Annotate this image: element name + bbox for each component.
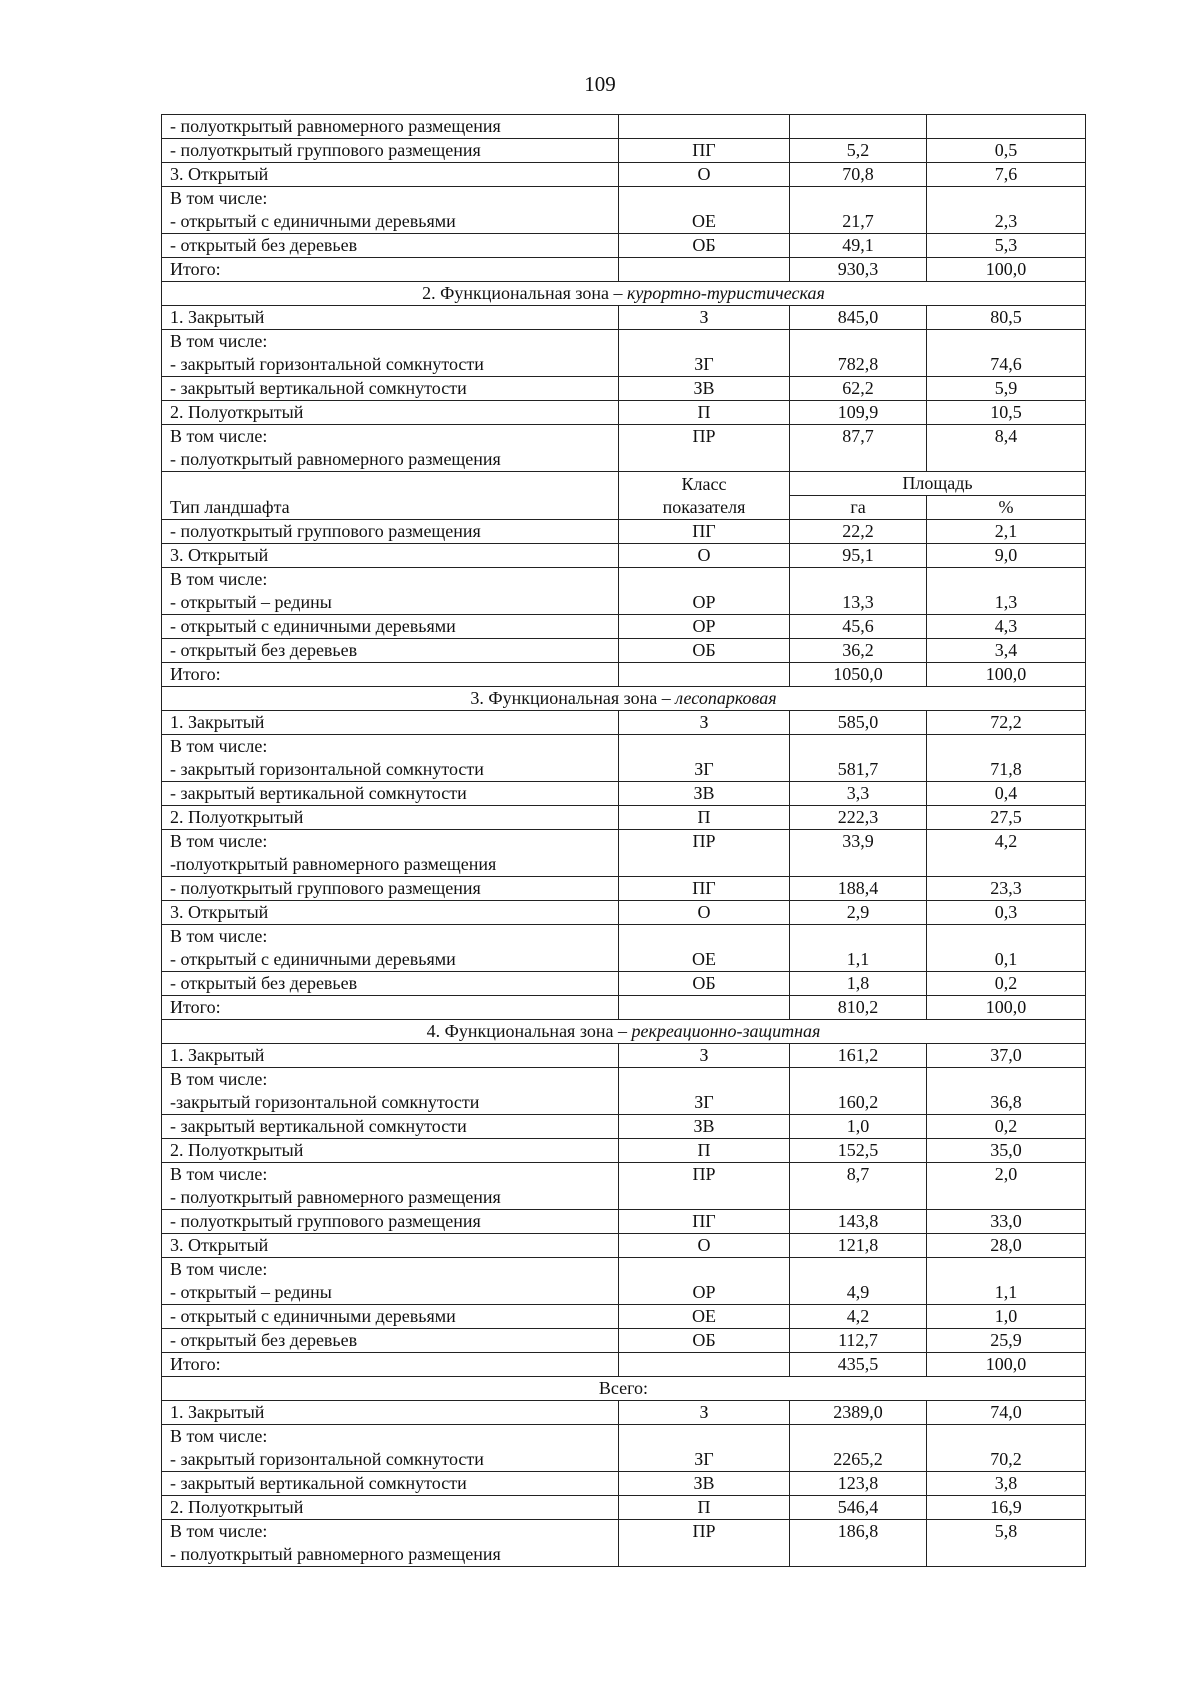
type-line1: В том числе: xyxy=(170,426,268,446)
class-cell: ОЕ xyxy=(619,1305,790,1329)
header-class-line1: Класс xyxy=(681,474,727,494)
area-ha-cell: 581,7 xyxy=(790,735,927,782)
type-line2: - закрытый горизонтальной сомкнутости xyxy=(170,1449,484,1469)
area-ha-cell xyxy=(790,115,927,139)
class-cell: ЗГ xyxy=(619,330,790,377)
area-pct-cell: 35,0 xyxy=(927,1139,1086,1163)
table-row xyxy=(162,877,1086,901)
area-pct-cell: 0,4 xyxy=(927,782,1086,806)
section-row xyxy=(162,282,1086,306)
area-ha-cell: 22,2 xyxy=(790,520,927,544)
area-pct-cell: 25,9 xyxy=(927,1329,1086,1353)
area-pct-cell: 33,0 xyxy=(927,1210,1086,1234)
area-pct-cell: 4,2 xyxy=(927,830,1086,877)
table-row xyxy=(162,1496,1086,1520)
area-pct-cell: 100,0 xyxy=(927,996,1086,1020)
area-ha-cell: 188,4 xyxy=(790,877,927,901)
table-row xyxy=(162,615,1086,639)
class-cell: ПР xyxy=(619,1520,790,1567)
area-pct-cell: 37,0 xyxy=(927,1044,1086,1068)
section-row xyxy=(162,1020,1086,1044)
class-cell: З xyxy=(619,1044,790,1068)
area-ha-cell: 782,8 xyxy=(790,330,927,377)
landscape-type-cell: - закрытый вертикальной сомкнутости xyxy=(162,1472,619,1496)
area-pct-cell: 1,3 xyxy=(927,568,1086,615)
table-row xyxy=(162,1472,1086,1496)
area-ha-cell: 186,8 xyxy=(790,1520,927,1567)
area-pct-cell: 8,4 xyxy=(927,425,1086,472)
area-pct-cell: 23,3 xyxy=(927,877,1086,901)
landscape-type-cell: 2. Полуоткрытый xyxy=(162,401,619,425)
class-cell: З xyxy=(619,306,790,330)
area-ha-cell: 143,8 xyxy=(790,1210,927,1234)
type-line1: В том числе: xyxy=(170,1164,268,1184)
type-line2: - закрытый горизонтальной сомкнутости xyxy=(170,354,484,374)
landscape-type-cell xyxy=(162,425,619,472)
type-line2: - закрытый горизонтальной сомкнутости xyxy=(170,759,484,779)
section-row xyxy=(162,687,1086,711)
class-cell: ОР xyxy=(619,1258,790,1305)
class-cell xyxy=(619,996,790,1020)
type-line1: В том числе: xyxy=(170,1426,268,1446)
area-pct-cell: 100,0 xyxy=(927,258,1086,282)
class-cell: П xyxy=(619,1496,790,1520)
class-cell: ПГ xyxy=(619,520,790,544)
area-pct-cell: 0,2 xyxy=(927,972,1086,996)
section-zone-name: курортно-туристическая xyxy=(627,283,825,303)
table-row xyxy=(162,1305,1086,1329)
area-ha-cell: 1050,0 xyxy=(790,663,927,687)
header-pct: % xyxy=(927,496,1086,520)
type-line1: В том числе: xyxy=(170,188,268,208)
class-cell: П xyxy=(619,806,790,830)
area-ha-cell: 45,6 xyxy=(790,615,927,639)
table-row xyxy=(162,568,1086,615)
section-title xyxy=(162,1377,1086,1401)
type-line2: -закрытый горизонтальной сомкнутости xyxy=(170,1092,480,1112)
class-cell: ЗВ xyxy=(619,782,790,806)
area-ha-cell: 13,3 xyxy=(790,568,927,615)
area-pct-cell: 72,2 xyxy=(927,711,1086,735)
area-ha-cell: 585,0 xyxy=(790,711,927,735)
landscape-type-cell xyxy=(162,1068,619,1115)
section-title xyxy=(162,1020,1086,1044)
area-ha-cell: 161,2 xyxy=(790,1044,927,1068)
table-row xyxy=(162,806,1086,830)
area-pct-cell: 0,2 xyxy=(927,1115,1086,1139)
class-cell: О xyxy=(619,544,790,568)
table-row xyxy=(162,925,1086,972)
area-pct-cell: 36,8 xyxy=(927,1068,1086,1115)
area-pct-cell xyxy=(927,115,1086,139)
landscape-type-cell: - полуоткрытый равномерного размещения xyxy=(162,115,619,139)
area-pct-cell: 2,3 xyxy=(927,187,1086,234)
landscape-type-cell: - закрытый вертикальной сомкнутости xyxy=(162,782,619,806)
section-title-text: 2. Функциональная зона – xyxy=(422,283,628,303)
table-row xyxy=(162,996,1086,1020)
header-area: Площадь xyxy=(790,472,1086,496)
landscape-type-cell: 1. Закрытый xyxy=(162,1401,619,1425)
area-ha-cell: 1,1 xyxy=(790,925,927,972)
table-row xyxy=(162,972,1086,996)
class-cell: О xyxy=(619,163,790,187)
area-ha-cell: 21,7 xyxy=(790,187,927,234)
class-cell: П xyxy=(619,1139,790,1163)
area-pct-cell: 100,0 xyxy=(927,663,1086,687)
table-row xyxy=(162,639,1086,663)
table-row xyxy=(162,1329,1086,1353)
header-landscape-type: Тип ландшафта xyxy=(162,472,619,520)
area-pct-cell: 4,3 xyxy=(927,615,1086,639)
area-ha-cell: 62,2 xyxy=(790,377,927,401)
area-pct-cell: 16,9 xyxy=(927,1496,1086,1520)
area-ha-cell: 95,1 xyxy=(790,544,927,568)
class-cell: ЗВ xyxy=(619,1472,790,1496)
area-ha-cell: 109,9 xyxy=(790,401,927,425)
class-cell: ЗГ xyxy=(619,1425,790,1472)
table-row xyxy=(162,1425,1086,1472)
type-line1: В том числе: xyxy=(170,1259,268,1279)
type-line1: В том числе: xyxy=(170,569,268,589)
landscape-type-cell xyxy=(162,925,619,972)
area-ha-cell: 36,2 xyxy=(790,639,927,663)
type-line1: В том числе: xyxy=(170,1069,268,1089)
class-cell: ПР xyxy=(619,425,790,472)
table-row xyxy=(162,1115,1086,1139)
landscape-type-cell: Итого: xyxy=(162,996,619,1020)
landscape-type-cell: 3. Открытый xyxy=(162,163,619,187)
table-row xyxy=(162,663,1086,687)
area-pct-cell: 0,5 xyxy=(927,139,1086,163)
area-ha-cell: 222,3 xyxy=(790,806,927,830)
class-cell: ЗГ xyxy=(619,1068,790,1115)
type-line2: - полуоткрытый равномерного размещения xyxy=(170,1544,501,1564)
class-cell: ЗВ xyxy=(619,1115,790,1139)
landscape-type-cell: Итого: xyxy=(162,663,619,687)
section-zone-name: лесопарковая xyxy=(675,688,777,708)
class-cell xyxy=(619,1353,790,1377)
landscape-type-cell: 3. Открытый xyxy=(162,544,619,568)
header-ha: га xyxy=(790,496,927,520)
area-pct-cell: 7,6 xyxy=(927,163,1086,187)
class-cell: ОР xyxy=(619,568,790,615)
table-row xyxy=(162,377,1086,401)
area-pct-cell: 5,3 xyxy=(927,234,1086,258)
landscape-type-cell: - открытый без деревьев xyxy=(162,234,619,258)
landscape-type-cell: - полуоткрытый группового размещения xyxy=(162,520,619,544)
table-header-row xyxy=(162,472,1086,496)
landscape-type-cell xyxy=(162,735,619,782)
landscape-type-cell: 1. Закрытый xyxy=(162,711,619,735)
table-row xyxy=(162,1401,1086,1425)
table-row xyxy=(162,901,1086,925)
area-pct-cell: 28,0 xyxy=(927,1234,1086,1258)
landscape-type-cell: Итого: xyxy=(162,1353,619,1377)
table-row xyxy=(162,711,1086,735)
section-title-text: 4. Функциональная зона – xyxy=(426,1021,632,1041)
area-ha-cell: 70,8 xyxy=(790,163,927,187)
section-row xyxy=(162,1377,1086,1401)
area-ha-cell: 2265,2 xyxy=(790,1425,927,1472)
landscape-type-cell: 3. Открытый xyxy=(162,901,619,925)
area-ha-cell: 8,7 xyxy=(790,1163,927,1210)
area-ha-cell: 435,5 xyxy=(790,1353,927,1377)
table-row xyxy=(162,258,1086,282)
landscape-type-cell xyxy=(162,330,619,377)
landscape-type-cell: 2. Полуоткрытый xyxy=(162,1496,619,1520)
type-line2: - полуоткрытый равномерного размещения xyxy=(170,1187,501,1207)
table-row xyxy=(162,139,1086,163)
class-cell: З xyxy=(619,711,790,735)
area-ha-cell: 1,8 xyxy=(790,972,927,996)
landscape-type-cell xyxy=(162,1520,619,1567)
type-line2: - открытый – редины xyxy=(170,1282,332,1302)
table-row xyxy=(162,1044,1086,1068)
landscape-type-cell xyxy=(162,1163,619,1210)
landscape-type-cell: - открытый с единичными деревьями xyxy=(162,1305,619,1329)
table-row xyxy=(162,830,1086,877)
landscape-type-cell xyxy=(162,1425,619,1472)
landscape-type-cell: - открытый без деревьев xyxy=(162,972,619,996)
area-pct-cell: 3,4 xyxy=(927,639,1086,663)
class-cell xyxy=(619,115,790,139)
area-ha-cell: 4,2 xyxy=(790,1305,927,1329)
class-cell: ПГ xyxy=(619,1210,790,1234)
table-row xyxy=(162,782,1086,806)
area-ha-cell: 1,0 xyxy=(790,1115,927,1139)
landscape-type-cell: 2. Полуоткрытый xyxy=(162,806,619,830)
class-cell: ПГ xyxy=(619,877,790,901)
table-row xyxy=(162,1258,1086,1305)
area-ha-cell: 112,7 xyxy=(790,1329,927,1353)
area-pct-cell: 1,0 xyxy=(927,1305,1086,1329)
area-pct-cell: 71,8 xyxy=(927,735,1086,782)
area-pct-cell: 3,8 xyxy=(927,1472,1086,1496)
landscape-type-cell: - закрытый вертикальной сомкнутости xyxy=(162,377,619,401)
area-ha-cell: 121,8 xyxy=(790,1234,927,1258)
area-pct-cell: 27,5 xyxy=(927,806,1086,830)
area-ha-cell: 152,5 xyxy=(790,1139,927,1163)
area-ha-cell: 546,4 xyxy=(790,1496,927,1520)
landscape-type-cell: - открытый без деревьев xyxy=(162,1329,619,1353)
table-row xyxy=(162,187,1086,234)
area-ha-cell: 2389,0 xyxy=(790,1401,927,1425)
landscape-type-cell xyxy=(162,1258,619,1305)
table-row xyxy=(162,425,1086,472)
class-cell: ПР xyxy=(619,1163,790,1210)
table-body xyxy=(162,115,1086,1567)
table-row xyxy=(162,115,1086,139)
table-row xyxy=(162,1139,1086,1163)
landscape-type-cell: - полуоткрытый группового размещения xyxy=(162,139,619,163)
class-cell: П xyxy=(619,401,790,425)
area-pct-cell: 2,0 xyxy=(927,1163,1086,1210)
landscape-type-cell: 3. Открытый xyxy=(162,1234,619,1258)
landscape-type-cell: - полуоткрытый группового размещения xyxy=(162,1210,619,1234)
area-ha-cell: 930,3 xyxy=(790,258,927,282)
type-line1: В том числе: xyxy=(170,926,268,946)
section-title-text: Всего: xyxy=(598,1378,649,1398)
table-row xyxy=(162,306,1086,330)
area-ha-cell: 4,9 xyxy=(790,1258,927,1305)
class-cell: ОР xyxy=(619,615,790,639)
class-cell: О xyxy=(619,1234,790,1258)
area-pct-cell: 74,6 xyxy=(927,330,1086,377)
page-number: 109 xyxy=(584,72,616,96)
class-cell: О xyxy=(619,901,790,925)
area-pct-cell: 2,1 xyxy=(927,520,1086,544)
table-row xyxy=(162,1068,1086,1115)
class-cell: ОЕ xyxy=(619,925,790,972)
table-row xyxy=(162,544,1086,568)
type-line2: -полуоткрытый равномерного размещения xyxy=(170,854,497,874)
landscape-type-cell xyxy=(162,568,619,615)
section-zone-name: рекреационно-защитная xyxy=(631,1021,821,1041)
landscape-type-cell xyxy=(162,830,619,877)
area-ha-cell: 3,3 xyxy=(790,782,927,806)
area-pct-cell: 70,2 xyxy=(927,1425,1086,1472)
type-line1: В том числе: xyxy=(170,831,268,851)
table-row xyxy=(162,163,1086,187)
class-cell: ОБ xyxy=(619,234,790,258)
table-row xyxy=(162,1210,1086,1234)
area-ha-cell: 33,9 xyxy=(790,830,927,877)
section-title xyxy=(162,687,1086,711)
table-row xyxy=(162,735,1086,782)
type-line1: В том числе: xyxy=(170,736,268,756)
class-cell: ОЕ xyxy=(619,187,790,234)
landscape-type-cell xyxy=(162,187,619,234)
area-pct-cell: 10,5 xyxy=(927,401,1086,425)
class-cell: ПГ xyxy=(619,139,790,163)
table-row xyxy=(162,1234,1086,1258)
area-ha-cell: 160,2 xyxy=(790,1068,927,1115)
area-pct-cell: 100,0 xyxy=(927,1353,1086,1377)
type-line2: - полуоткрытый равномерного размещения xyxy=(170,449,501,469)
landscape-type-cell: - полуоткрытый группового размещения xyxy=(162,877,619,901)
type-line1: В том числе: xyxy=(170,331,268,351)
area-pct-cell: 5,8 xyxy=(927,1520,1086,1567)
area-pct-cell: 9,0 xyxy=(927,544,1086,568)
class-cell: ПР xyxy=(619,830,790,877)
area-ha-cell: 2,9 xyxy=(790,901,927,925)
area-pct-cell: 1,1 xyxy=(927,1258,1086,1305)
header-class xyxy=(619,472,790,520)
area-ha-cell: 87,7 xyxy=(790,425,927,472)
area-pct-cell: 0,3 xyxy=(927,901,1086,925)
landscape-type-cell: - закрытый вертикальной сомкнутости xyxy=(162,1115,619,1139)
table-row xyxy=(162,1520,1086,1567)
type-line2: - открытый с единичными деревьями xyxy=(170,949,456,969)
landscape-type-cell: - открытый с единичными деревьями xyxy=(162,615,619,639)
landscape-type-cell: 2. Полуоткрытый xyxy=(162,1139,619,1163)
class-cell: ОБ xyxy=(619,972,790,996)
class-cell: З xyxy=(619,1401,790,1425)
table-row xyxy=(162,234,1086,258)
header-class-line2: показателя xyxy=(662,497,746,517)
area-ha-cell: 5,2 xyxy=(790,139,927,163)
type-line2: - открытый – редины xyxy=(170,592,332,612)
area-ha-cell: 845,0 xyxy=(790,306,927,330)
class-cell: ОБ xyxy=(619,1329,790,1353)
area-pct-cell: 0,1 xyxy=(927,925,1086,972)
table-row xyxy=(162,520,1086,544)
class-cell: ЗГ xyxy=(619,735,790,782)
type-line1: В том числе: xyxy=(170,1521,268,1541)
table-row xyxy=(162,1163,1086,1210)
section-title-text: 3. Функциональная зона – xyxy=(470,688,676,708)
type-line2: - открытый с единичными деревьями xyxy=(170,211,456,231)
class-cell xyxy=(619,663,790,687)
area-pct-cell: 80,5 xyxy=(927,306,1086,330)
landscape-type-cell: Итого: xyxy=(162,258,619,282)
class-cell xyxy=(619,258,790,282)
area-pct-cell: 74,0 xyxy=(927,1401,1086,1425)
landscape-type-cell: 1. Закрытый xyxy=(162,306,619,330)
area-ha-cell: 49,1 xyxy=(790,234,927,258)
section-title xyxy=(162,282,1086,306)
area-ha-cell: 123,8 xyxy=(790,1472,927,1496)
landscape-type-cell: - открытый без деревьев xyxy=(162,639,619,663)
table-row xyxy=(162,401,1086,425)
landscape-type-cell: 1. Закрытый xyxy=(162,1044,619,1068)
landscape-table xyxy=(161,114,1086,1567)
table-row xyxy=(162,330,1086,377)
class-cell: ЗВ xyxy=(619,377,790,401)
area-ha-cell: 810,2 xyxy=(790,996,927,1020)
table-row xyxy=(162,1353,1086,1377)
class-cell: ОБ xyxy=(619,639,790,663)
area-pct-cell: 5,9 xyxy=(927,377,1086,401)
